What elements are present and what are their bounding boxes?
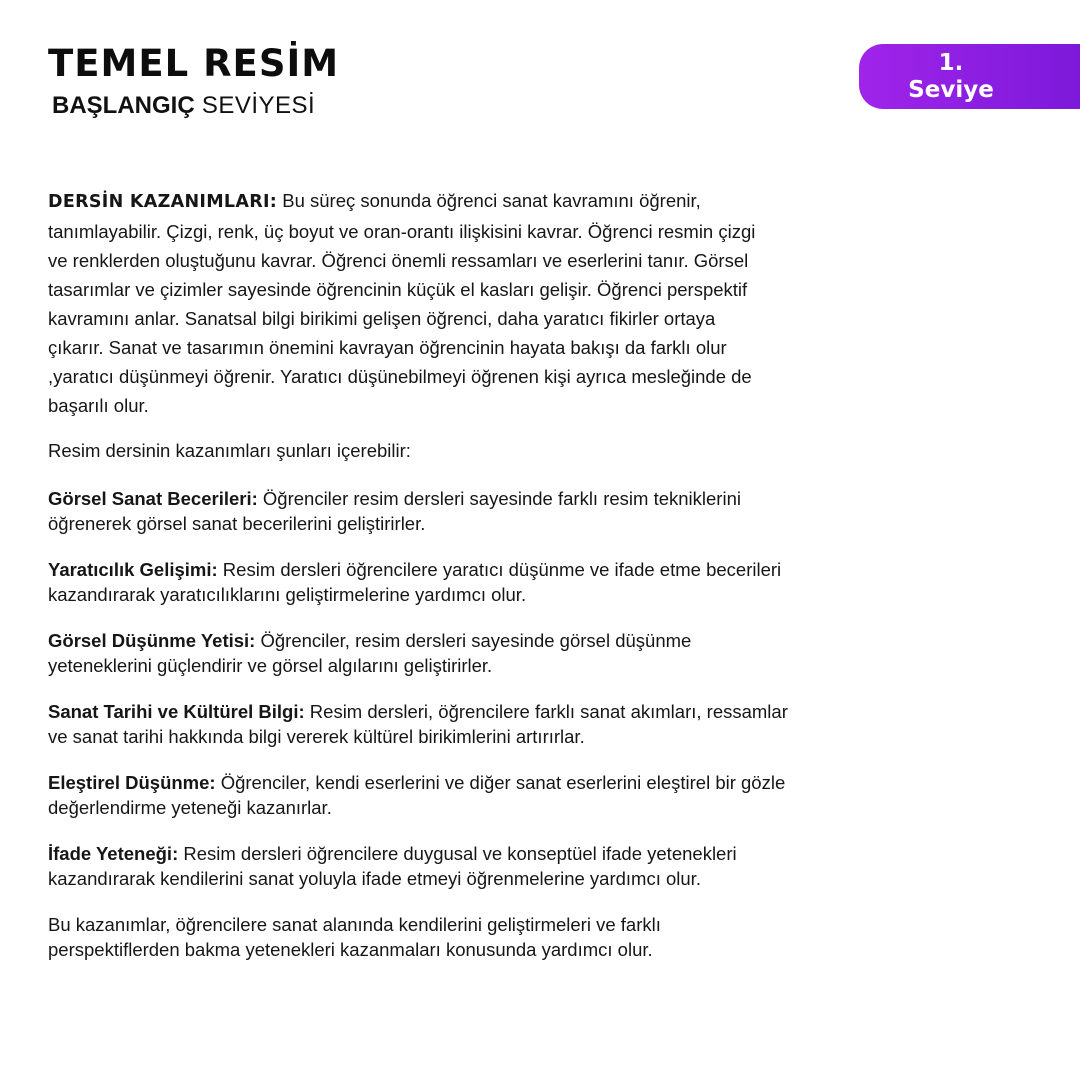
outcome-heading: Sanat Tarihi ve Kültürel Bilgi: [48,701,305,722]
outcome-text: Öğrenciler resim dersleri sayesinde farklı resim tekniklerini öğrenerek görsel sanat becerilerini geliştirirler. [48,488,741,534]
outcome-item [48,770,788,820]
outcome-text: Resim dersleri öğrencilere duygusal ve konseptüel ifade yetenekleri kazandırarak kendilerini sanat yoluyla ifade etmeyi öğrenmelerine yardımcı olur. [48,843,737,889]
outcome-heading: İfade Yeteneği: [48,843,179,864]
outcome-item [48,699,788,749]
outcome-heading: Görsel Düşünme Yetisi: [48,630,256,651]
course-content [48,186,788,962]
level-badge [859,44,1080,109]
subtitle-light: SEVİYESİ [194,92,316,119]
outcome-item [48,628,788,678]
page-title: TEMEL RESİM [48,42,340,85]
intro-text: Bu süreç sonunda öğrenci sanat kavramını öğrenir, tanımlayabilir. Çizgi, renk, üç boyut ve oran-orantı ilişkisini kavrar. Öğrenci resmin çizgi ve renklerden oluştuğunu kavrar. Öğrenci önemli ressamları ve eserlerini tanır. Görsel tasarımlar ve çizimler sayesinde öğrencinin küçük el kasları gelişir. Öğrenci perspektif kavramını anlar. Sanatsal bilgi birikimi gelişen öğrenci, daha yaratıcı fikirler ortaya çıkarır. Sanat ve tasarımın önemini kavrayan öğrencinin hayata bakışı da farklı olur ,yaratıcı düşünmeyi öğrenir. Yaratıcı düşünebilmeyi öğrenen kişi ayrıca mesleğinde de başarılı olur. [48,190,756,416]
level-number: 1. [938,50,964,76]
outcome-text: Resim dersleri öğrencilere yaratıcı düşünme ve ifade etme becerileri kazandırarak yaratıcılıklarını geliştirmelerine yardımcı olur. [48,559,782,605]
outcome-text: Resim dersleri, öğrencilere farklı sanat akımları, ressamlar ve sanat tarihi hakkında bilgi vererek kültürel birikimlerini artırırlar. [48,701,788,747]
intro-paragraph [48,186,773,420]
outcome-text: Öğrenciler, kendi eserlerini ve diğer sanat eserlerini eleştirel bir gözle değerlendirme yeteneği kazanırlar. [48,772,786,818]
outcome-heading: Eleştirel Düşünme: [48,772,216,793]
lead-sentence: Resim dersinin kazanımları şunları içerebilir: [48,440,411,461]
intro-heading: DERSİN KAZANIMLARI: [48,192,278,212]
outcome-heading: Görsel Sanat Becerileri: [48,488,258,509]
level-subtitle [52,90,315,122]
outcome-text: Öğrenciler, resim dersleri sayesinde görsel düşünme yeteneklerini güçlendirir ve görsel algılarını geliştirirler. [48,630,692,676]
outcome-item [48,486,788,536]
level-word: Seviye [908,77,994,103]
closing-paragraph: Bu kazanımlar, öğrencilere sanat alanında kendilerini geliştirmeleri ve farklı perspektiflerden bakma yetenekleri kazanmaları konusunda yardımcı olur. [48,914,661,960]
outcome-item [48,841,788,891]
subtitle-bold: BAŞLANGIÇ [52,92,195,119]
outcome-item [48,557,788,607]
outcome-heading: Yaratıcılık Gelişimi: [48,559,218,580]
